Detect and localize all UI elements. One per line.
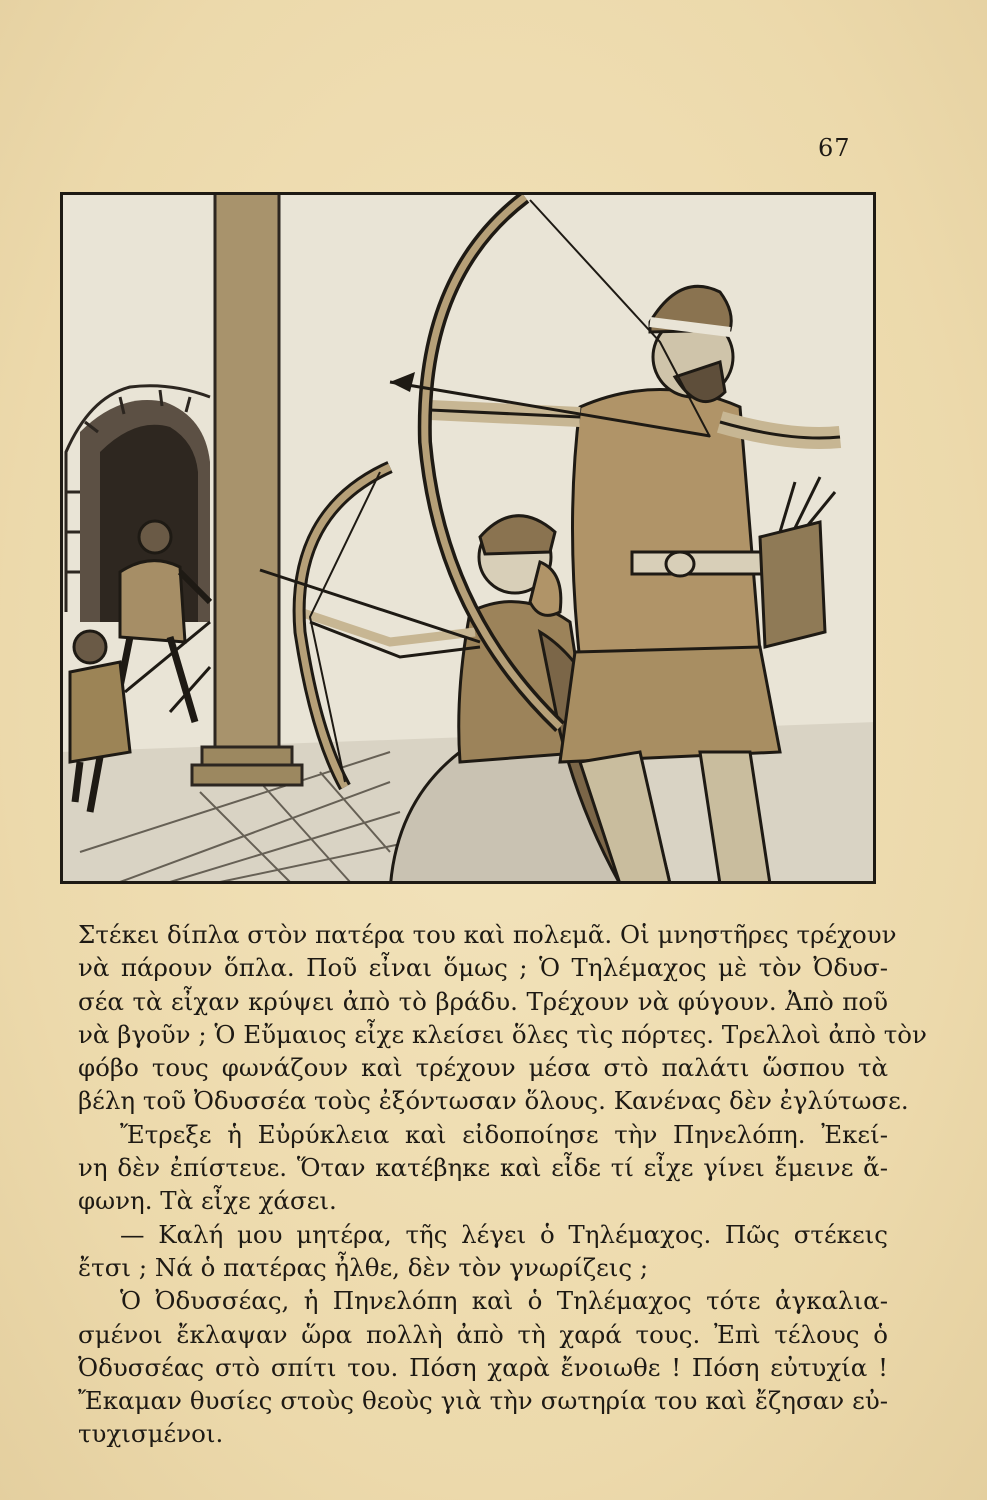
text-line: νη δὲν ἐπίστευε. Ὅταν κατέβηκε καὶ εἶδε τί εἶχε γίνει ἔμεινε ἄ-	[78, 1153, 888, 1183]
text-line: φωνη. Τὰ εἶχε χάσει.	[78, 1186, 337, 1216]
text-line: νὰ πάρουν ὅπλα. Ποῦ εἶναι ὅμως ; Ὁ Τηλέμαχος μὲ τὸν Ὀδυσ-	[78, 953, 888, 983]
text-line: Στέκει δίπλα στὸν πατέρα του καὶ πολεμᾶ. Οἱ μνηστῆρες τρέχουν	[78, 920, 897, 949]
text-line: σμένοι ἔκλαψαν ὥρα πολλὴ ἀπὸ τὴ χαρά τους. Ἐπὶ τέλους ὁ	[78, 1319, 888, 1349]
text-line: Ἔτρεξε ἡ Εὐρύκλεια καὶ εἰδοποίησε τὴν Πηνελόπη. Ἐκεί-	[120, 1119, 888, 1149]
text-line: ἔτσι ; Νά ὁ πατέρας ἦλθε, δὲν τὸν γνωρίζεις ;	[78, 1252, 649, 1282]
text-line: νὰ βγοῦν ; Ὁ Εὔμαιος εἶχε κλείσει ὅλες τὶς πόρτες. Τρελλοὶ ἀπὸ τὸν	[78, 1019, 927, 1049]
story-text	[78, 918, 927, 1451]
text-line: Ὁ Ὀδυσσέας, ἡ Πηνελόπη καὶ ὁ Τηλέμαχος τότε ἀγκαλια-	[120, 1286, 888, 1316]
odysseus-telemachus-archery-drawing	[60, 192, 876, 884]
page-number: 67	[818, 134, 851, 162]
text-line: σέα τὰ εἶχαν κρύψει ἀπὸ τὸ βράδυ. Τρέχουν νὰ φύγουν. Ἀπὸ ποῦ	[78, 986, 888, 1016]
text-line: τυχισμένοι.	[78, 1419, 224, 1449]
text-line: Ὀδυσσέας στὸ σπίτι του. Πόση χαρὰ ἔνοιωθε ! Πόση εὐτυχία !	[78, 1352, 888, 1382]
text-line: φόβο τους φωνάζουν καὶ τρέχουν μέσα στὸ παλάτι ὥσπου τὰ	[78, 1053, 888, 1083]
text-line: Ἔκαμαν θυσίες στοὺς θεοὺς γιὰ τὴν σωτηρία του καὶ ἔζησαν εὐ-	[78, 1386, 888, 1416]
text-line: — Καλή μου μητέρα, τῆς λέγει ὁ Τηλέμαχος. Πῶς στέκεις	[120, 1219, 888, 1249]
text-line: βέλη τοῦ Ὀδυσσέα τοὺς ἐξόντωσαν ὅλους. Κανένας δὲν ἐγλύτωσε.	[78, 1086, 909, 1116]
illustration-archers	[60, 192, 876, 884]
